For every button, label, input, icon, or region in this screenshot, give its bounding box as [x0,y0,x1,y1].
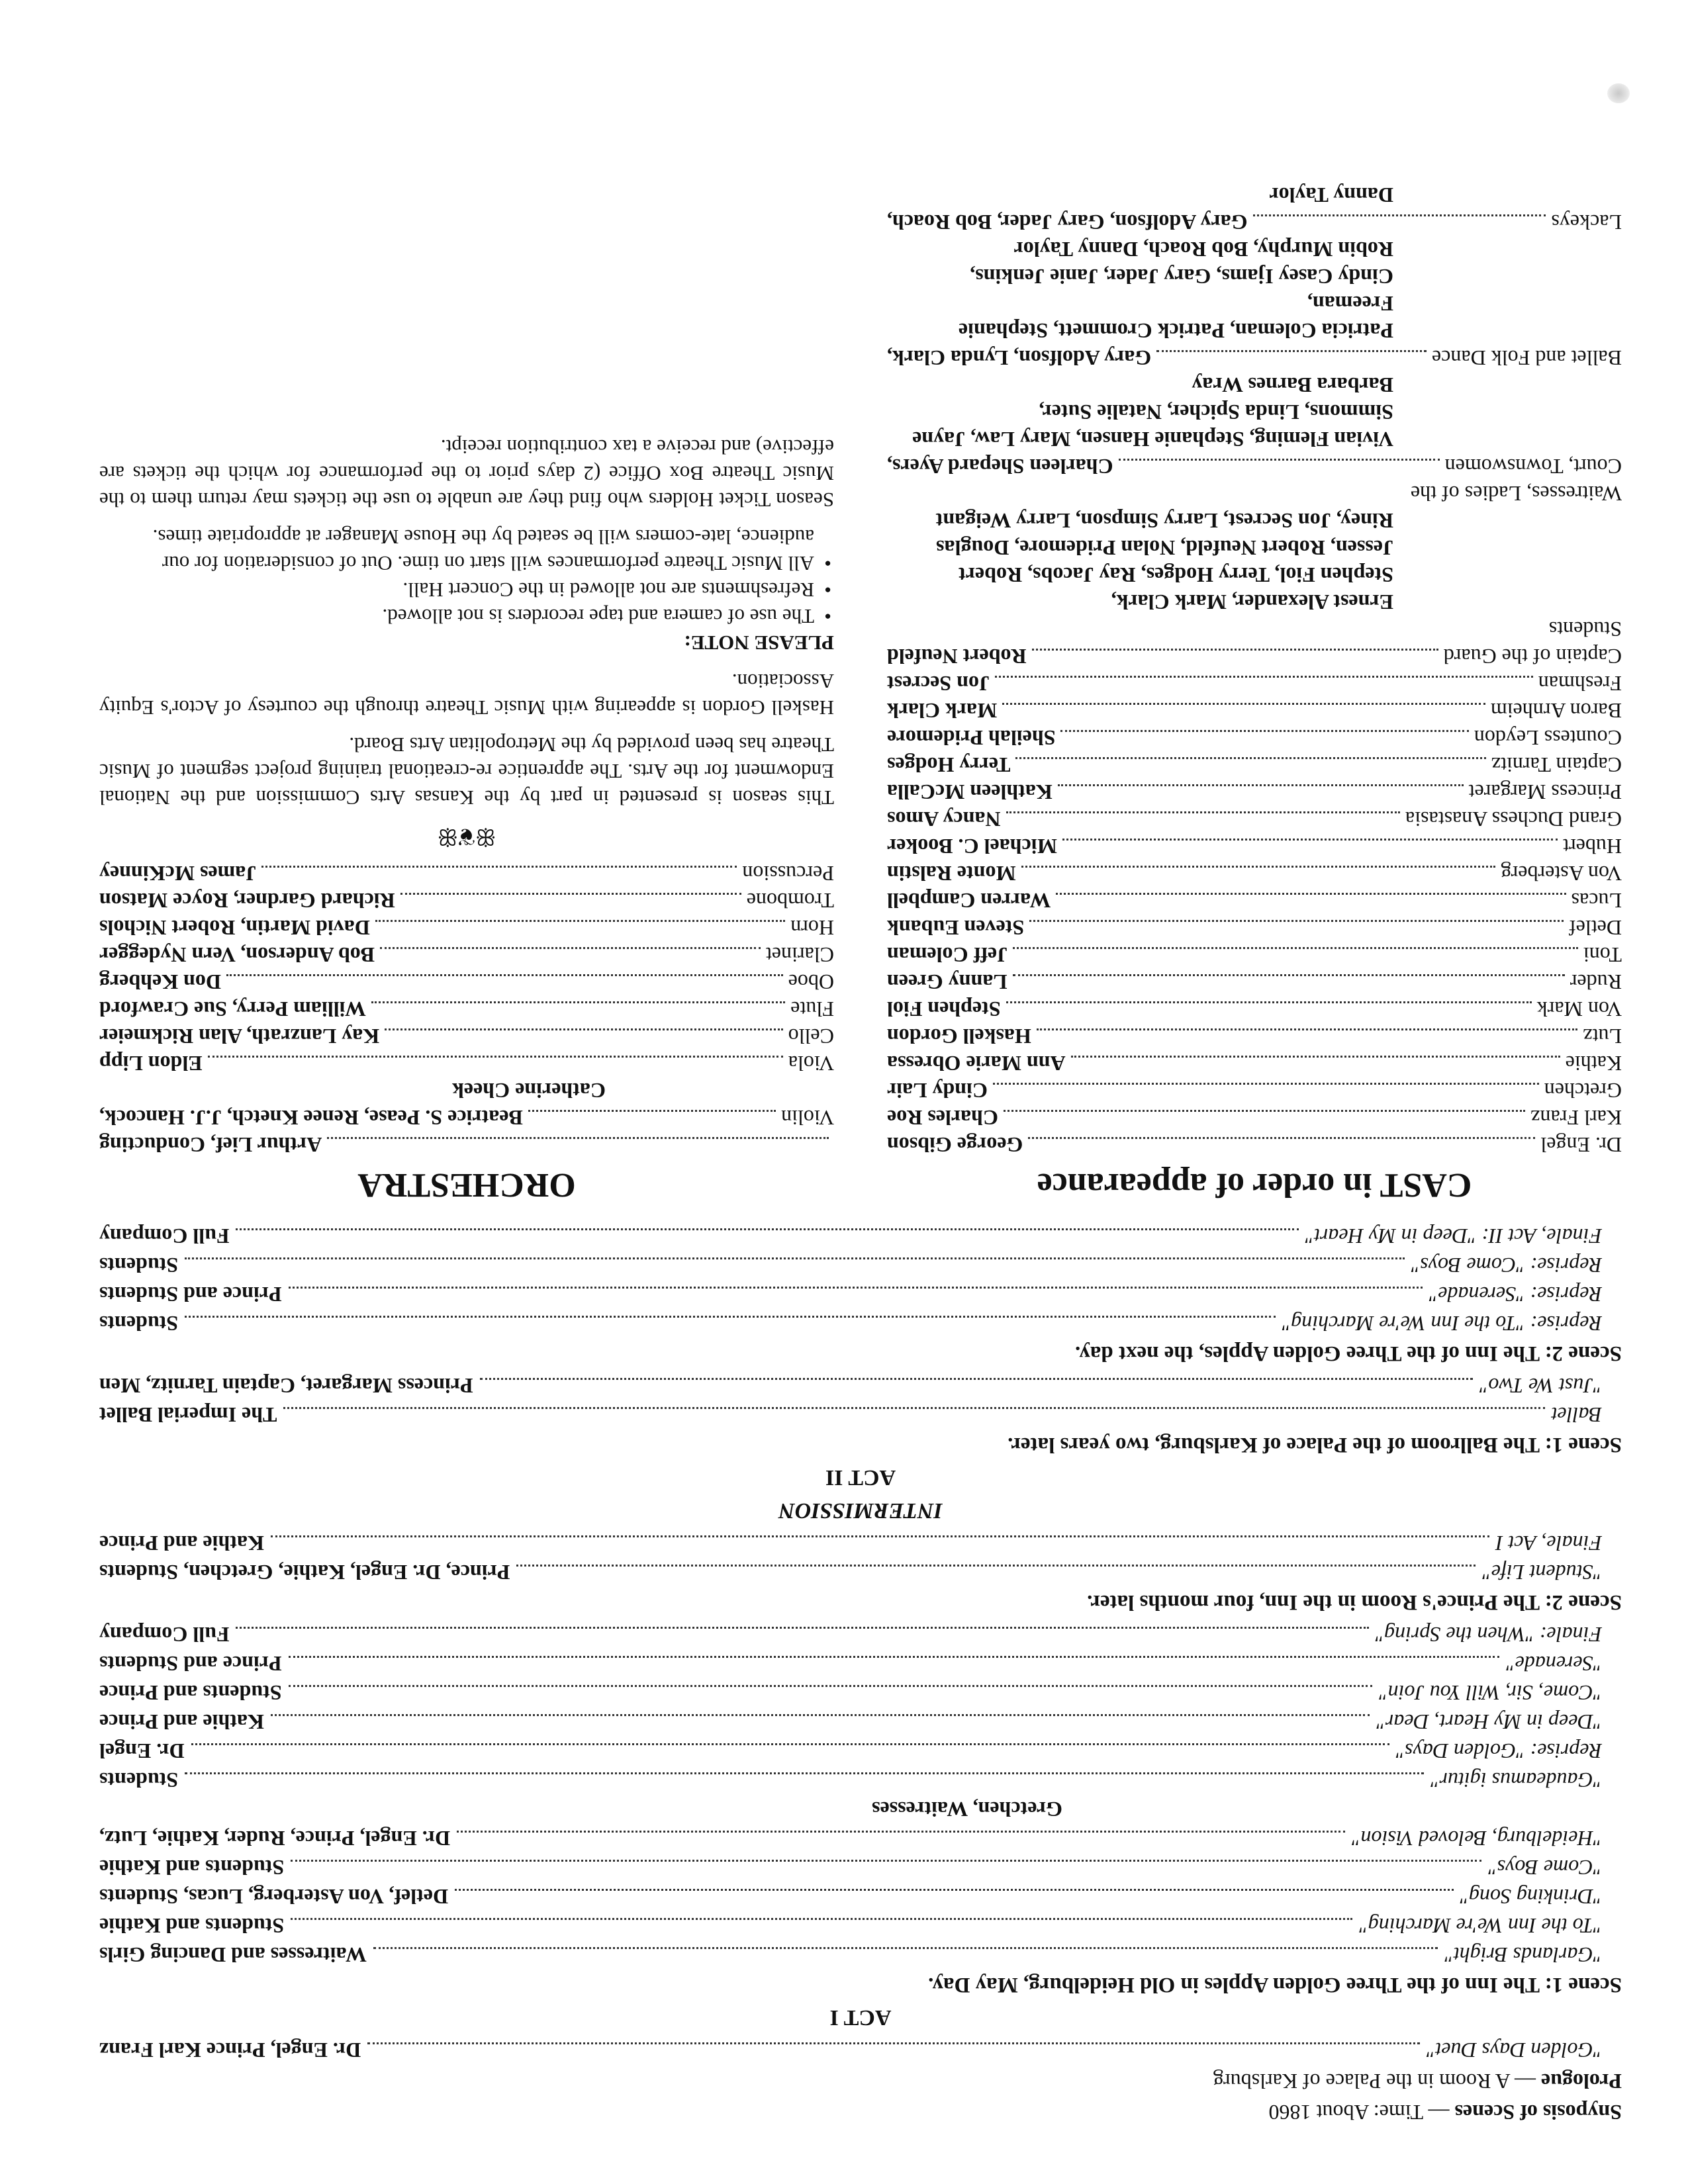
cast-row [887,480,1622,507]
dot-leader [1253,214,1546,216]
role-name: Violin [781,1106,834,1130]
song-line [99,1853,1622,1882]
dot-leader [289,1685,1373,1687]
role-name: Waitresses, Ladies of the [1410,482,1622,506]
cast-column [887,181,1622,1205]
role-name: Captain Tarnitz [1491,753,1622,777]
cast-row [887,344,1622,371]
song-title: Finale, Act I [1495,1531,1602,1555]
cast-row [887,208,1622,236]
role-name: Students [1548,617,1622,641]
role-name: Countess Leydon [1474,726,1622,750]
performer-name: Lanny Green [887,970,1008,994]
please-note-title: PLEASE NOTE: [684,631,834,655]
song-performers: Students [99,1312,179,1336]
dot-leader [1013,974,1565,976]
orchestra-row [99,941,834,968]
performer-name: Arthur Lief, Conducting [99,1133,322,1157]
dot-leader [516,1565,1476,1567]
song-performers: Students and Kathie [99,1914,285,1938]
song-performers: Kathie and Prince [99,1531,264,1555]
song-title: "Serenade" [1506,1652,1602,1676]
dot-leader [291,1918,1352,1920]
dot-leader [1006,811,1400,813]
song-performers: Students [99,1253,179,1277]
performer-name: Robert Neufeld [887,645,1027,668]
performer-name-continued: Danny Taylor [1269,183,1393,207]
two-column-section [99,181,1622,1205]
role-name: Flute [790,997,834,1021]
dot-leader [1004,1110,1525,1112]
dot-leader [271,1714,1370,1716]
performer-name: David Martin, Robert Nichols [99,916,370,940]
cast-row [887,1023,1622,1050]
prologue-bold: Prologue [1540,2070,1622,2093]
role-name: Cello [788,1024,834,1048]
song-title: "Gaudeamus igitur" [1430,1768,1602,1792]
performer-name: Mark Clark [887,699,998,723]
performer-name: Kay Lanzrath, Alan Rickmeier [99,1024,380,1048]
performer-name: Bob Anderson, Vern Nydegger [99,943,375,967]
dot-leader [1119,459,1440,461]
song-performers: Dr. Engel, Prince Karl Franz [99,2038,361,2062]
performer-name: Jon Secrest [887,672,990,696]
song-title: Reprise: "Golden Days" [1395,1739,1602,1763]
dot-leader [1156,350,1427,352]
song-performers: Dr. Engel, Prince, Ruder, Kathie, Lutz, [99,1827,451,1850]
song-title: "Student Life" [1482,1561,1602,1584]
performer-name-continued: Riney, Jon Secrest, Larry Simpson, Larry Weigant [935,509,1393,533]
cast-row [887,697,1622,724]
dot-leader [236,1627,1368,1629]
song-line [99,1766,1622,1795]
song-line [99,1558,1622,1587]
song-performers: Waitresses and Dancing Girls [99,1943,367,1967]
role-name: Kathie [1565,1052,1622,1075]
song-performers: Full Company [99,1623,230,1647]
song-performers: Students and Kathie [99,1856,285,1880]
performer-name: Ann Marie Obressa [887,1052,1066,1075]
performer-name-continued: Catherine Cheek [452,1079,606,1103]
role-name: Trombone [746,889,834,913]
performer-name: Gary Adolfson, Gary Jader, Bob Roach, [887,210,1248,234]
funding-note: This season is presented in part by the Kansas Arts Commission and the National Endowment for the Arts. The apprentice re-creational training project segment of Music Theatre has been provided by the Metropolitan Arts Board. [99,733,834,809]
song-line [99,1707,1622,1737]
song-title: Reprise: "Come Boys" [1411,1253,1602,1277]
song-title: "To the Inn We're Marching" [1359,1914,1602,1938]
orchestra-row [99,968,834,995]
dot-leader [289,1656,1500,1658]
song-performers: Dr. Engel [99,1739,185,1763]
dot-leader [1032,649,1438,651]
song-title: "Just We Two" [1479,1374,1602,1398]
role-name: Freshman [1538,672,1622,696]
dot-leader [455,1889,1453,1891]
orchestra-row [99,1104,834,1131]
role-name: Clarinet [765,943,834,967]
cast-row [887,887,1622,914]
role-name: Von Asterberg [1501,862,1622,886]
dot-leader [995,676,1533,678]
performer-name-continued: Barbara Barnes Wray [1192,373,1393,397]
performer-name: Gary Adolfson, Lynda Clark, [887,346,1152,370]
orchestra-row [99,1050,834,1077]
dot-leader [261,866,737,868]
song-line [99,1649,1622,1678]
dot-leader [191,1743,1389,1745]
dot-leader [480,1378,1473,1380]
performer-name-continued: Robin Murphy, Bob Roach, Danny Taylor [1013,238,1393,261]
song-line [99,1371,1622,1400]
performer-name: Richard Gardner, Royce Matson [99,889,395,913]
role-name: Horn [790,916,834,940]
dot-leader [291,1860,1481,1862]
role-name: Karl Franz [1530,1106,1622,1130]
performer-name: George Gibson [887,1133,1023,1157]
performer-name: Kathleen McCalla [887,780,1053,804]
cast-row [887,1050,1622,1077]
role-name: Hubert [1563,835,1622,858]
role-name: Gretchen [1544,1079,1622,1103]
orchestra-column [99,181,834,1205]
season-ticket-note: Season Ticket Holders who find they are unable to use the tickets may return them to the Music Theatre Box Office (2 days prior to the performance for which the tickets are effective) and receive a tax contribution receipt. [99,435,834,512]
cast-row [887,724,1622,751]
cast-row [887,778,1622,805]
act-1-scene-2-songs [99,1529,1622,1587]
dot-leader [289,1287,1423,1289]
dot-leader [1037,1028,1578,1030]
performer-name: Jeff Coleman [887,943,1008,967]
role-name: Captain of the Guard [1443,645,1622,668]
song-title: Reprise: "To the Inn We're Marching" [1282,1312,1602,1336]
performer-name: Charles Roe [887,1106,998,1130]
dot-leader [185,1772,1424,1774]
dot-leader [1021,866,1496,868]
performer-name: Stephen Fiol [887,997,1001,1021]
act-1-scene-1-songs [99,1620,1622,1970]
song-title: Finale, Act II: "Deep in My Heart" [1305,1224,1602,1248]
cast-row [887,968,1622,995]
dot-leader [993,1083,1539,1085]
song-performers: Students [99,1768,179,1792]
role-name: Princess Margaret [1468,780,1622,804]
cast-row [887,941,1622,968]
role-name: Detlef [1569,916,1622,940]
cast-row [887,1104,1622,1131]
performer-name: Michael C. Booker [887,835,1057,858]
dot-leader [236,1228,1298,1230]
song-title: "Deep in My Heart, Dear" [1376,1710,1602,1734]
orchestra-row [99,887,834,914]
cast-row [887,643,1622,670]
song-title: "Garlands Bright" [1444,1943,1602,1967]
role-name: Von Mark [1536,997,1622,1021]
dot-leader [367,2042,1420,2044]
orchestra-title: ORCHESTRA [357,1166,576,1204]
please-note-bullet: • The use of camera and tape recorders is not allowed. [99,603,834,629]
dot-leader [1056,893,1566,895]
dot-leader [208,1056,783,1058]
song-line [99,1400,1622,1430]
song-title: "Golden Days Duet" [1426,2038,1602,2062]
orchestra-row [99,1023,834,1050]
performer-name-continued: Cindy Casey Ijams, Gary Jader, Janie Jenkins, [970,265,1393,289]
dot-leader [327,1137,829,1139]
song-title: "Come Boys" [1488,1856,1602,1880]
performer-name: Eldon Lipp [99,1052,203,1075]
dot-leader [283,1407,1544,1409]
performer-name: James McKinney [99,862,257,886]
role-name: Toni [1583,943,1622,967]
please-note-bullet: • All Music Theatre performances will start on time. Out of consideration for our audience, late-comers will be seated by the House Manager at appropriate times. [99,523,834,576]
cast-row [887,751,1622,778]
role-name: Baron Arnheim [1490,699,1622,723]
song-line [99,1222,1622,1251]
song-line [99,1911,1622,1940]
role-name: Percussion [742,862,834,886]
dot-leader [528,1110,776,1112]
orchestra-row [99,914,834,941]
cast-row [887,453,1622,480]
role-name: Ballet and Folk Dance [1431,346,1622,370]
performer-name: Cindy Lair [887,1079,988,1103]
song-performers: Prince, Dr. Engel, Kathie, Gretchen, Students [99,1561,510,1584]
synopsis-heading-bold: Snyposis of Scenes [1454,2101,1622,2124]
cast-row [887,1077,1622,1104]
performer-name-continued: Patricia Coleman, Patrick Crommett, Stephanie Freeman, [958,292,1393,343]
song-title: Reprise: "Serenade" [1429,1283,1602,1306]
dot-leader [1029,920,1564,922]
performer-name: Nancy Amos [887,807,1001,831]
song-line [99,1737,1622,1766]
intermission-label: INTERMISSION [778,1498,943,1523]
dot-leader [385,1028,783,1030]
act-2-scene-2-songs [99,1222,1622,1338]
dot-leader [185,1257,1405,1259]
performer-name-continued: Vivian Fleming, Stephanie Hansen, Mary Law, Jayne [912,428,1393,451]
act-2-title: ACT II [825,1465,896,1490]
song-line [99,1280,1622,1309]
song-line [99,1678,1622,1707]
dot-leader [1002,703,1485,705]
act-2-scene-1-songs [99,1371,1622,1430]
cast-row [887,914,1622,941]
act-2-scene-2-title: Scene 2: The Inn of the Three Golden Apples, the next day. [1074,1342,1622,1365]
song-line [99,1882,1622,1911]
dot-leader [185,1316,1276,1318]
song-line [99,1824,1622,1853]
dot-leader [457,1831,1345,1833]
synopsis-heading-rest: — Time: About 1860 [1268,2101,1455,2124]
performer-name: William Perry, Sue Crawford [99,997,366,1021]
role-name: Viola [788,1052,834,1075]
dot-leader [1006,1001,1532,1003]
dot-leader [1071,1056,1560,1058]
dot-leader [1015,757,1486,759]
song-performers: Princess Margaret, Captain Tarnitz, Men [99,1374,473,1398]
dot-leader [1013,947,1578,949]
ornament-divider: ꕥ❦ꕥ [437,824,496,848]
performer-name: Beatrice S. Pease, Renee Knetch, J.J. Hancock, [99,1106,523,1130]
role-name: Lutz [1583,1024,1622,1048]
song-line [99,1620,1622,1649]
dot-leader [375,920,785,922]
dot-leader [271,1535,1489,1537]
song-performers: Kathie and Prince [99,1710,264,1734]
cast-list [887,181,1622,1158]
orchestra-row [99,1131,834,1158]
role-name: Lucas [1571,889,1622,913]
cast-row [887,670,1622,697]
performer-name-continued: Ernest Alexander, Mark Clark, [1111,590,1393,614]
dot-leader [1028,1137,1535,1139]
orchestra-row [99,995,834,1023]
role-name: Ruder [1570,970,1622,994]
cast-title: CAST in order of appearance [1037,1166,1472,1204]
performer-name: Warren Campbell [887,889,1051,913]
song-performers: Students and Prince [99,1681,282,1705]
performer-name: Steven Eubank [887,916,1025,940]
act-1-title: ACT I [829,2005,892,2030]
dot-leader [226,974,783,976]
song-performers: Full Company [99,1224,230,1248]
cast-row [887,805,1622,833]
orchestra-row [99,860,834,887]
song-performers: Detlef, Von Asterberg, Lucas, Students [99,1885,449,1909]
song-performers: Prince and Students [99,1652,282,1676]
performer-name: Sheilah Pridemore [887,726,1056,750]
song-title: "Come, Sir, Will You Join" [1379,1681,1602,1705]
role-name: Lackeys [1551,210,1622,234]
act-2-scene-1-title: Scene 1: The Ballroom of the Palace of Karlsburg, two years later. [1008,1433,1622,1457]
performer-name-continued: Stephen Fiol, Terry Hodges, Ray Jacobs, Robert [959,563,1393,587]
song-line [99,1940,1622,1970]
cast-row [887,860,1622,887]
act-1-scene-1-title: Scene 1: The Inn of the Three Golden Apples in Old Heidelburg, May Day. [928,1973,1622,1997]
dot-leader [1061,730,1469,732]
song-line [99,1309,1622,1338]
orchestra-list [99,860,834,1158]
role-name: Oboe [788,970,834,994]
performer-name: Monte Ralstin [887,862,1016,886]
act-1-scene-2-title: Scene 2: The Prince's Room in the Inn, four months later. [1087,1590,1622,1614]
equity-note: Haskell Gordon is appearing with Music Theatre through the courtesy of Actor's Equity Association. [99,670,834,719]
performer-name: Don Kehberg [99,970,221,994]
performer-name-continued: Jessen, Robert Neufeld, Nolan Pridemore, Douglas [936,536,1393,560]
performer-name: Terry Hodges [887,753,1011,777]
song-title: "Drinking Song" [1460,1885,1602,1909]
song-performers: The Imperial Ballet [99,1403,277,1427]
dot-leader [371,1001,785,1003]
song-title: Finale: "When the Spring" [1375,1623,1602,1647]
dot-leader [373,1947,1438,1949]
role-name: Court, Townswomen [1444,455,1622,478]
song-performers-continued: Gretchen, Waitresses [872,1797,1062,1821]
prologue-heading [99,2069,1622,2093]
cast-row [887,833,1622,860]
performer-name: Charleen Shepard Ayers, [887,455,1113,478]
please-note-bullet: • Refreshments are not allowed in the Concert Hall. [99,576,834,603]
cast-row [887,995,1622,1023]
dot-leader [1058,784,1464,786]
dot-leader [380,947,761,949]
song-line [99,2036,1622,2065]
performer-name: Haskell Gordon [887,1024,1031,1048]
cast-row [887,615,1622,643]
song-line [99,1251,1622,1280]
song-title: Ballet [1551,1403,1602,1427]
dot-leader [400,893,741,895]
song-line [99,1529,1622,1558]
cast-row [887,1131,1622,1158]
song-title: "Heidelburg, Beloved Vision" [1352,1827,1602,1850]
performer-name-continued: Simmons, Linda Spicher, Natalie Suter, [1039,400,1393,424]
role-name: Grand Duchess Anastasia [1405,807,1622,831]
song-performers: Prince and Students [99,1283,282,1306]
sheet-content [99,60,1622,2124]
synopsis-heading [99,2100,1622,2124]
role-name: Dr. Engel [1540,1133,1622,1157]
prologue-rest: — A Room in the Palace of Karlsburg [1213,2070,1541,2093]
dot-leader [1062,839,1558,841]
